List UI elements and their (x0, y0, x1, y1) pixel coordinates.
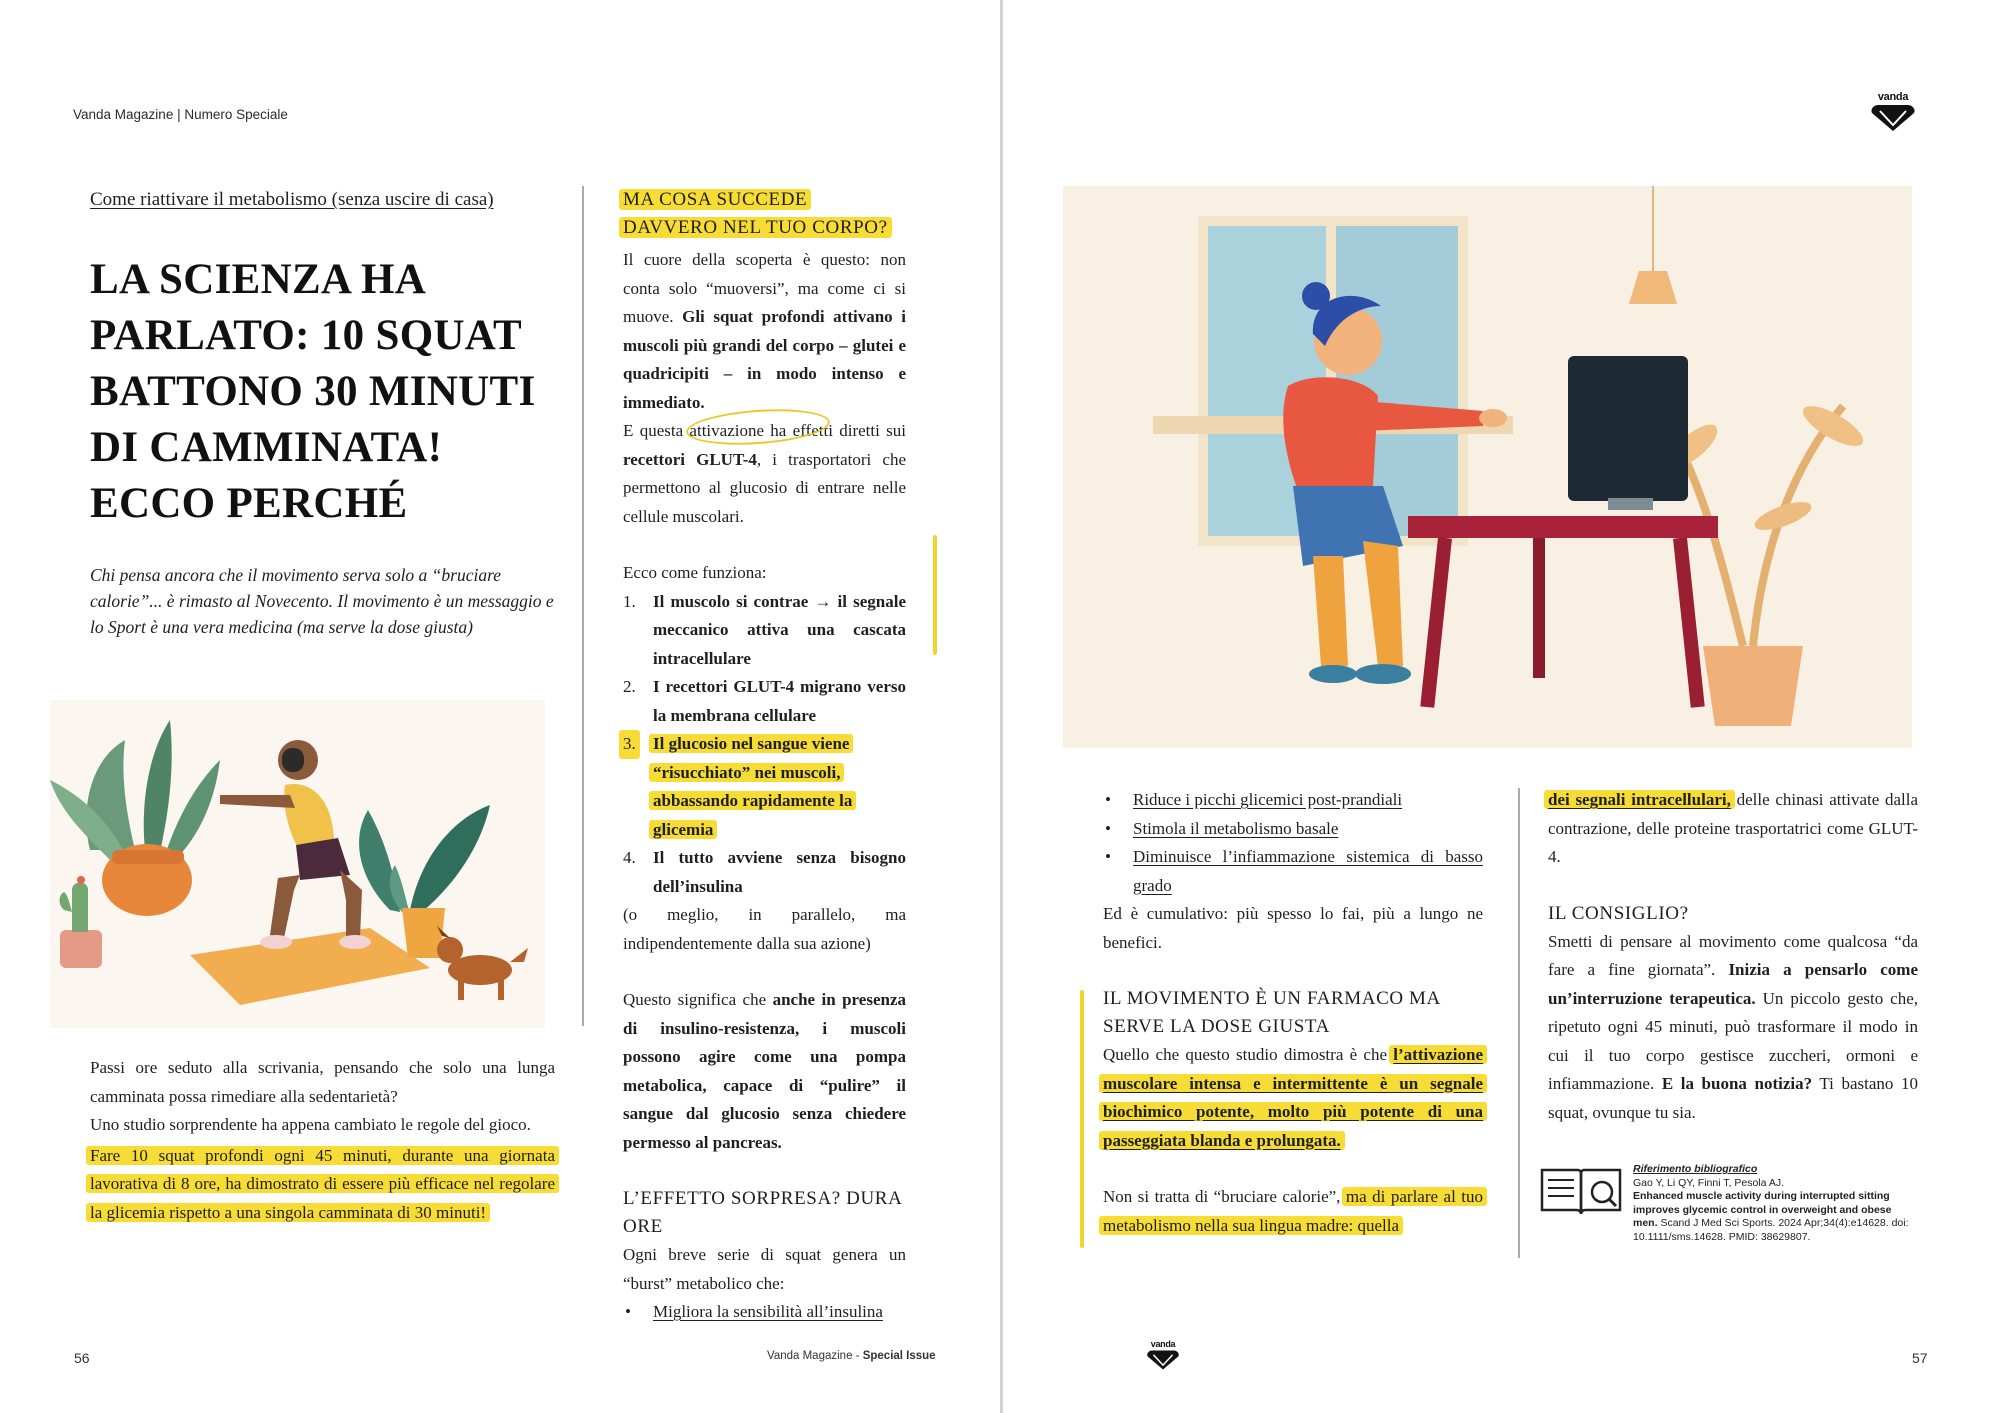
highlight-margin-bar (933, 535, 937, 655)
right-column-divider (1518, 788, 1520, 1258)
advice-bold-2: E la buona notizia? (1661, 1074, 1813, 1093)
step-item (623, 673, 906, 730)
step-number: 1. (623, 591, 636, 611)
step-item (623, 730, 906, 844)
drug-subhead: IL MOVIMENTO È UN FARMACO MA SERVE LA DOSE GIUSTA (1103, 988, 1440, 1037)
calories-pre: Non si tratta di “bruciare calorie”, (1103, 1187, 1341, 1206)
advice-mid: Un piccolo gesto che, ripetuto ogni 45 minuti, può trasformare il modo in cui il tuo corpo gestisce zuccheri, ormoni e infiammazione. (1548, 988, 1919, 1093)
col2-p1-text: Il cuore della scoperta è questo: non conta solo “muoversi”, ma come ci si muove. (623, 250, 906, 326)
left-column-2 (623, 186, 906, 1327)
steps-list (623, 588, 906, 902)
footer-logo-word: vanda (1150, 1339, 1176, 1349)
benefit-text: Diminuisce l’infiammazione sistemica di basso grado (1133, 847, 1483, 895)
step-number: 4. (623, 848, 636, 867)
ref-authors: Gao Y, Li QY, Finni T, Pesola AJ. (1633, 1176, 1784, 1189)
page-number-left: 56 (74, 1350, 90, 1366)
footer-issue: Special Issue (862, 1350, 936, 1362)
logo-word: vanda (1877, 91, 1909, 103)
study-highlight: l’attivazione muscolare intensa e intermittente è un segnale biochimico potente, molto più potente di una passeggiata blanda e prolungata. (1103, 1045, 1483, 1150)
ref-article: Enhanced muscle activity during interrupted sitting improves glycemic control in overweight and obese men. (1633, 1190, 1892, 1229)
vanda-logo (1868, 92, 1918, 138)
ref-title: Riferimento bibliografico (1633, 1163, 1758, 1175)
col2-p3-bold: anche in presenza di insulino-resistenza, i muscoli possono agire come una pompa metabolica, capace di “pulire” il sangue dal glucosio senza chiedere permesso al pancreas. (623, 990, 907, 1152)
article-kicker: Come riattivare il metabolismo (senza uscire di casa) (90, 189, 494, 210)
squat-illustration-art (50, 700, 545, 1028)
benefit-item (1103, 843, 1483, 900)
intro-paragraph-2: Uno studio sorprendente ha appena cambiato le regole del gioco. (90, 1115, 531, 1134)
intro-highlight-paragraph (90, 1142, 555, 1228)
calories-highlight: ma di parlare al tuo metabolismo nella sua lingua madre: quella (1103, 1187, 1484, 1235)
how-it-works-title: Ecco come funziona: (623, 563, 767, 582)
benefit-text: Riduce i picchi glicemici post-prandiali (1133, 790, 1403, 809)
footer-magazine: Vanda Magazine - Special Issue (767, 1350, 936, 1362)
highlight-margin-bar-right (1080, 990, 1084, 1248)
vanda-footer-logo (1143, 1340, 1183, 1376)
col2-subhead-text: MA COSA SUCCEDE DAVVERO NEL TUO CORPO? (623, 189, 888, 238)
step-text: Il muscolo si contrae → il segnale meccanico attiva una cascata intracellulare (653, 591, 906, 668)
steps-note: (o meglio, in parallelo, ma indipendentemente dalla sua azione) (623, 905, 906, 953)
advice-paragraph (1548, 928, 1918, 1128)
col2-subhead-2: L’EFFETTO SORPRESA? DURA ORE (623, 1188, 902, 1237)
bibliographic-reference (1633, 1163, 1913, 1244)
col-continuation (1548, 786, 1918, 872)
glut4-term: recettori GLUT-4 (623, 449, 757, 469)
step-number: 2. (623, 677, 636, 696)
desk-illustration-art (1063, 186, 1912, 748)
signals-post: delle chinasi attivate dalla contrazione, delle proteine trasportatrici come GLUT-4. (1548, 790, 1919, 866)
signals-highlight: dei segnali intracellulari, (1548, 790, 1731, 809)
benefit-text: Stimola il metabolismo basale (1133, 818, 1339, 838)
column-divider (582, 186, 584, 1026)
study-pre: Quello che questo studio dimostra è che (1103, 1045, 1388, 1064)
step-item (623, 588, 906, 674)
col2-p3-pre: Questo significa che (623, 990, 767, 1009)
advice-bold-1: Inizia a pensarlo come un’interruzione terapeutica. (1548, 960, 1918, 1008)
col2-p2-pre: E questa attivazione ha effetti diretti sui (623, 421, 906, 440)
right-column-2 (1548, 786, 1918, 1127)
article-headline: LA SCIENZA HA PARLATO: 10 SQUAT BATTONO 30 MINUTI DI CAMMINATA! ECCO PERCHÉ (90, 256, 536, 527)
step-text: I recettori GLUT-4 migrano verso la membrana cellulare (653, 677, 906, 725)
step-text: Il tutto avviene senza bisogno dell’insulina (653, 848, 906, 896)
intro-highlight: Fare 10 squat profondi ogni 45 minuti, durante una giornata lavorativa di 8 ore, ha dimostrato di essere più efficace nel regolare la glicemia rispetto a una singola camminata di 30 minuti! (90, 1145, 555, 1222)
benefits-list-continued (1103, 786, 1483, 900)
desk-squat-illustration (1063, 186, 1912, 748)
col2-p2-post: , i trasportatori che permettono al glucosio di entrare nelle cellule muscolari. (623, 449, 906, 526)
calories-paragraph (1103, 1183, 1483, 1240)
col2-paragraph-1 (623, 246, 906, 417)
step-item (623, 844, 906, 901)
col2-paragraph-4: Ogni breve serie di squat genera un “burst” metabolico che: (623, 1245, 906, 1293)
diamond-heart-icon (1143, 1349, 1183, 1371)
benefit-text: Migliora la sensibilità all’insulina (653, 1302, 883, 1321)
diamond-heart-icon (1868, 103, 1918, 133)
benefit-item (623, 1298, 906, 1327)
running-header: Vanda Magazine | Numero Speciale (73, 107, 288, 122)
squat-illustration (50, 700, 545, 1028)
benefit-item (1103, 815, 1483, 844)
article-standfirst: Chi pensa ancora che il movimento serva solo a “bruciare calorie”... è rimasto al Novecento. Il movimento è un messaggio e lo Sport è una vera medicina (ma serve la dose giusta) (90, 565, 554, 637)
advice-pre: Smetti di pensare al movimento come qualcosa “da fare a fine giornata”. (1548, 931, 1918, 979)
intro-column (90, 1054, 555, 1227)
step-number: 3. (623, 730, 636, 759)
page-number-right: 57 (1912, 1350, 1928, 1366)
col2-subhead (623, 186, 906, 242)
cumulative-paragraph: Ed è cumulativo: più spesso lo fai, più a lungo ne benefici. (1103, 904, 1483, 952)
right-column-1 (1103, 786, 1483, 1240)
footer-mag-name: Vanda Magazine (767, 1350, 853, 1362)
col2-paragraph-3 (623, 986, 906, 1157)
col2-p1-bold: Gli squat profondi attivano i muscoli più grandi del corpo – glutei e quadricipiti – in modo intenso e immediato. (623, 307, 906, 412)
open-book-icon (1538, 1162, 1624, 1218)
advice-subhead: IL CONSIGLIO? (1548, 902, 1689, 924)
benefits-list-start (623, 1298, 906, 1327)
benefit-item (1103, 786, 1483, 815)
study-paragraph (1103, 1041, 1483, 1155)
ref-journal: Scand J Med Sci Sports. 2024 Apr;34(4):e14628. doi: 10.1111/sms.14628. PMID: 38629807. (1633, 1217, 1909, 1243)
intro-paragraph-1: Passi ore seduto alla scrivania, pensando che solo una lunga camminata possa rimediare alla sedentarietà? (90, 1058, 555, 1106)
advice-post: Ti bastano 10 squat, ovunque tu sia. (1548, 1074, 1918, 1122)
step-text-highlight: Il glucosio nel sangue viene “risucchiato” nei muscoli, abbassando rapidamente la glicemia (653, 734, 853, 839)
